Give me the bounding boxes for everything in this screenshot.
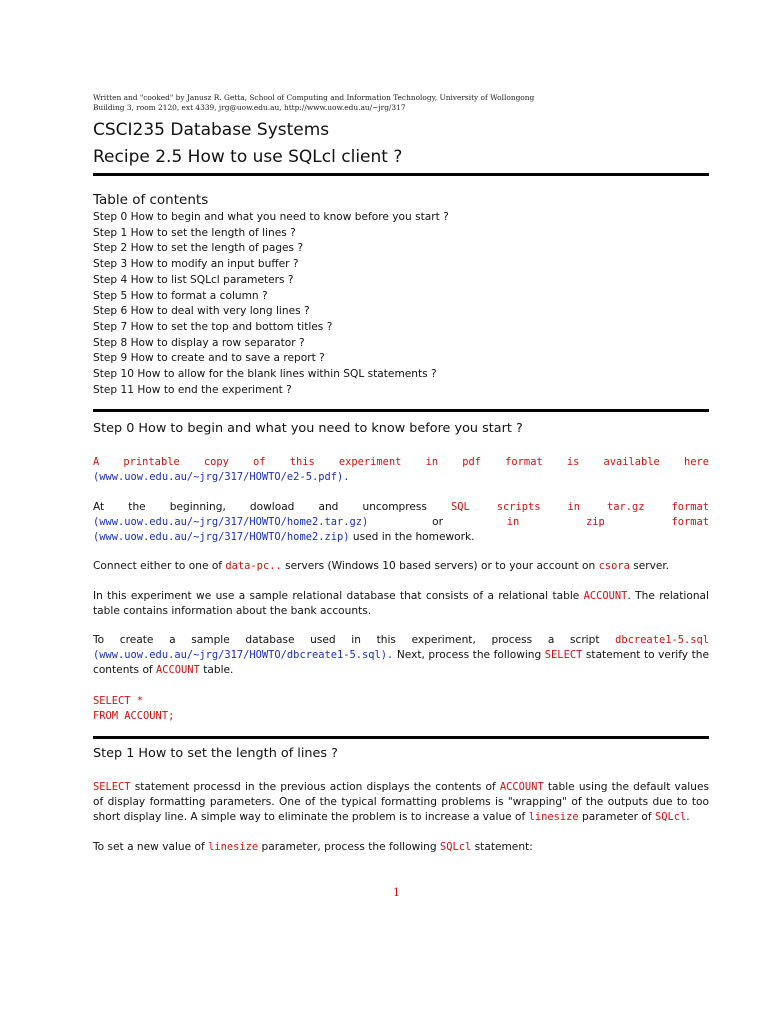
step0-heading: Step 0 How to begin and what you need to know before you start ?: [93, 421, 523, 436]
toc-item[interactable]: Step 3 How to modify an input buffer ?: [93, 258, 299, 271]
text: servers (Windows 10 based servers) or to your account on: [281, 560, 599, 572]
text: To set a new value of: [93, 841, 209, 853]
targz-url-link[interactable]: (www.uow.edu.au/~jrg/317/HOWTO/home2.tar.gz): [93, 516, 369, 528]
linesize-paragraph: [93, 780, 709, 825]
course-title: CSCI235 Database Systems: [93, 120, 330, 140]
text: table using the default values of display formatting parameters. One of the typical formatting problems is "wrapping" of the outputs due to too short display line. A simple way to eliminate the problem is to increase a value of: [93, 781, 709, 823]
inline-code: ACCOUNT: [583, 590, 628, 602]
zip-link[interactable]: in zip format: [506, 516, 710, 528]
text: used in the homework.: [349, 531, 475, 543]
text: or: [368, 516, 507, 528]
text: In this experiment we use a sample relational database that consists of a relational table: [93, 590, 584, 602]
pdf-url-link[interactable]: (www.uow.edu.au/~jrg/317/HOWTO/e2-5.pdf).: [93, 471, 350, 483]
text: parameter of: [578, 811, 655, 823]
author-info: [93, 93, 713, 113]
toc-item[interactable]: Step 8 How to display a row separator ?: [93, 336, 305, 349]
targz-link[interactable]: SQL scripts in tar.gz format: [451, 501, 709, 513]
section-rule: [93, 409, 709, 412]
text: statement:: [471, 841, 533, 853]
toc-item[interactable]: Step 11 How to end the experiment ?: [93, 383, 292, 396]
table-of-contents: [93, 210, 449, 398]
toc-item[interactable]: Step 5 How to format a column ?: [93, 289, 268, 302]
section-rule: [93, 736, 709, 739]
inline-code: linesize: [528, 811, 579, 823]
toc-item[interactable]: Step 6 How to deal with very long lines ?: [93, 305, 310, 318]
create-database-paragraph: [93, 633, 709, 678]
toc-item[interactable]: Step 4 How to list SQLcl parameters ?: [93, 273, 294, 286]
code-block: [93, 694, 174, 724]
page-number: 1: [393, 886, 400, 899]
code-line: SELECT *: [93, 695, 144, 707]
toc-item[interactable]: Step 10 How to allow for the blank lines within SQL statements ?: [93, 368, 437, 381]
text: parameter, process the following: [258, 841, 440, 853]
toc-item[interactable]: Step 0 How to begin and what you need to know before you start ?: [93, 211, 449, 223]
set-linesize-paragraph: [93, 840, 709, 855]
text: Next, process the following: [393, 649, 545, 661]
inline-code: linesize: [208, 841, 259, 853]
title-rule: [93, 173, 709, 176]
inline-code: SELECT: [93, 781, 131, 793]
inline-code: ACCOUNT: [156, 664, 200, 676]
text: statement processd in the previous action displays the contents of: [130, 781, 500, 793]
text: At the beginning, dowload and uncompress: [93, 501, 452, 513]
inline-code: ACCOUNT: [499, 781, 544, 793]
text: Connect either to one of: [93, 560, 226, 572]
toc-item[interactable]: Step 1 How to set the length of lines ?: [93, 226, 296, 239]
inline-code: SELECT: [544, 649, 583, 661]
step1-heading: Step 1 How to set the length of lines ?: [93, 746, 338, 761]
inline-code: SQLcl: [654, 811, 687, 823]
pdf-copy-paragraph: [93, 455, 709, 485]
script-url-link[interactable]: (www.uow.edu.au/~jrg/317/HOWTO/dbcreate1-5.sql).: [93, 649, 394, 661]
toc-item[interactable]: Step 9 How to create and to save a report ?: [93, 352, 325, 365]
download-paragraph: [93, 500, 709, 545]
script-link[interactable]: dbcreate1-5.sql: [615, 634, 709, 646]
zip-url-link[interactable]: (www.uow.edu.au/~jrg/317/HOWTO/home2.zip): [93, 531, 350, 543]
pdf-copy-link[interactable]: A printable copy of this experiment in pdf format is available here: [93, 456, 709, 468]
text: statement to verify the contents of: [93, 649, 709, 676]
text: server.: [629, 560, 670, 572]
connect-paragraph: [93, 559, 709, 574]
author-line: Written and "cooked" by Janusz R. Getta, School of Computing and Information Technology, University of Wollongong: [93, 93, 535, 102]
database-paragraph: [93, 589, 709, 619]
inline-code: data-pc..: [225, 560, 282, 572]
text: . The relational table contains information about the bank accounts.: [93, 590, 709, 617]
toc-item[interactable]: Step 2 How to set the length of pages ?: [93, 242, 304, 255]
text: To create a sample database used in this experiment, process a script: [93, 634, 616, 646]
recipe-title: Recipe 2.5 How to use SQLcl client ?: [93, 147, 403, 167]
code-line: FROM ACCOUNT;: [93, 710, 175, 722]
text: table.: [199, 664, 234, 676]
toc-title: Table of contents: [93, 192, 209, 208]
text: .: [686, 811, 690, 823]
inline-code: SQLcl: [440, 841, 472, 853]
contact-line: Building 3, room 2120, ext 4339, jrg@uow.edu.au, http://www.uow.edu.au/~jrg/317: [93, 103, 406, 112]
inline-code: csora: [598, 560, 630, 572]
toc-item[interactable]: Step 7 How to set the top and bottom titles ?: [93, 320, 333, 333]
